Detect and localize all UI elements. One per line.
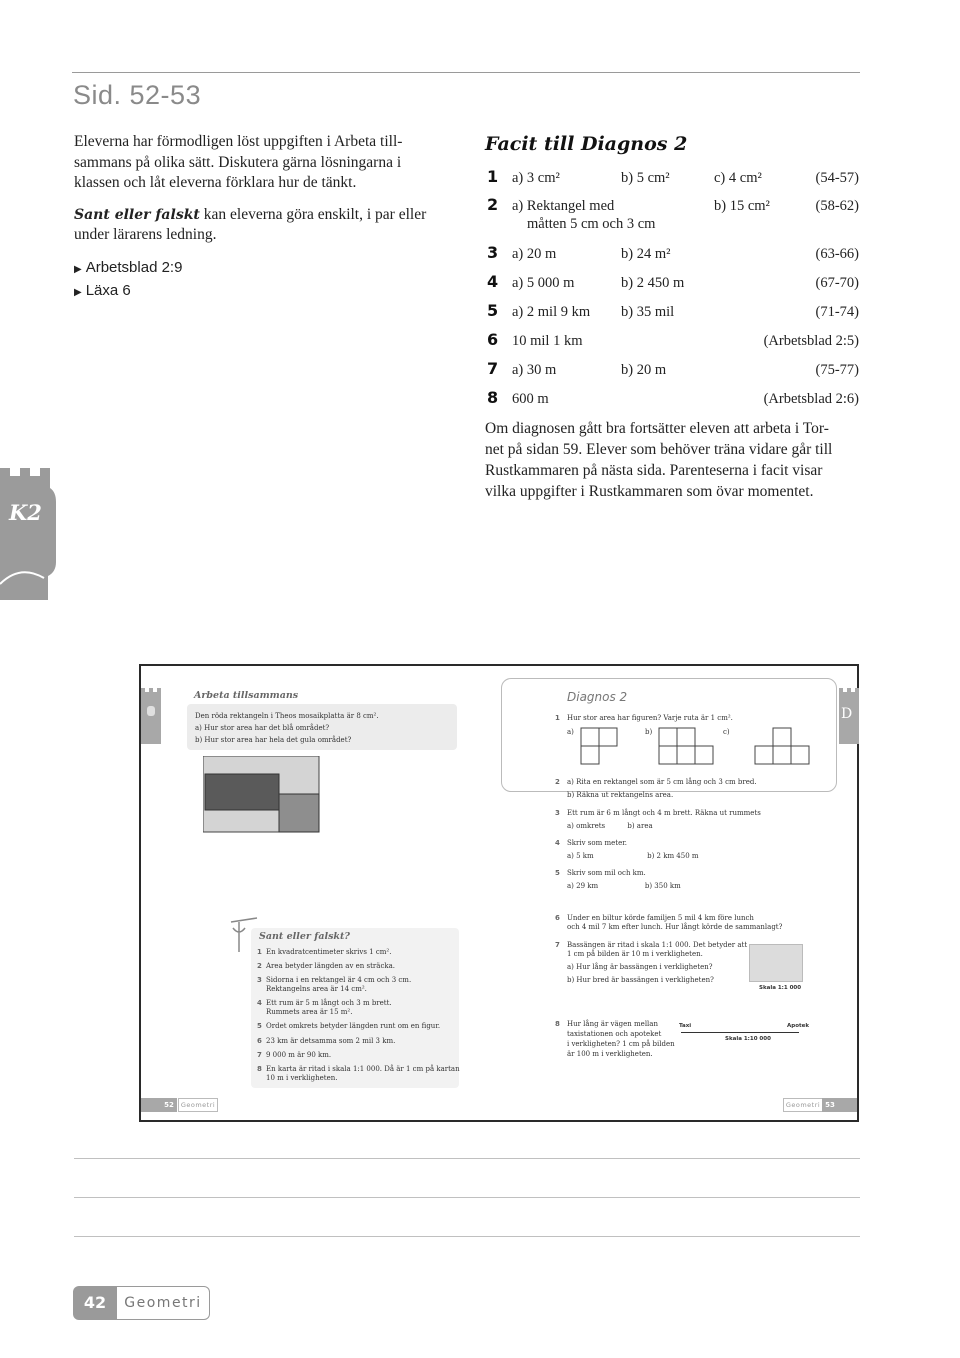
diag-line: Skriv som meter. (567, 839, 628, 847)
diag-line: 1 cm på bilden är 10 m i verkligheten. (567, 950, 703, 958)
answer-range: (63-66) (815, 246, 859, 262)
answer-row (487, 195, 859, 234)
arbeta-line: Den röda rektangeln i Theos mosaikplatta är 8 cm². (195, 712, 379, 720)
answer-row (487, 243, 859, 268)
map-taxi: Taxi (679, 1023, 692, 1029)
intro-paragraph (74, 132, 454, 194)
link-arbetsblad[interactable] (74, 257, 454, 280)
diag-q1: Hur stor area har figuren? Varje ruta är 1 cm². (567, 714, 733, 722)
answer-range: (Arbetsblad 2:6) (763, 391, 859, 407)
facit-title: Facit till Diagnos 2 (485, 133, 688, 155)
sant-lead: Sant eller falskt (74, 206, 200, 223)
pool-scale: Skala 1:1 000 (759, 985, 802, 991)
sant-item: Ordet omkrets betyder längden runt om en figur. (266, 1022, 441, 1030)
sant-num: 7 (257, 1051, 262, 1059)
intro-line: Eleverna har förmodligen löst uppgiften i Arbeta till- (74, 133, 403, 150)
answer-row (487, 301, 859, 326)
map-scale: Skala 1:10 000 (725, 1036, 771, 1042)
answer-b: b) 2 450 m (621, 275, 685, 291)
sant-item-cont: 10 m i verkligheten. (266, 1074, 338, 1082)
answer-number: 6 (487, 330, 499, 349)
right-footer-label: Geometri (783, 1098, 823, 1112)
diag-label: b) (645, 728, 653, 736)
closing-line: net på sidan 59. Elever som behöver träna vidare går till (485, 441, 833, 458)
section-label: Geometri (117, 1286, 210, 1320)
arbeta-line: a) Hur stor area har det blå området? (195, 724, 330, 732)
arbeta-title: Arbeta tillsammans (194, 690, 299, 701)
diag-line: a) omkrets b) area (567, 822, 653, 830)
answer-a-cont: måtten 5 cm och 3 cm (527, 216, 656, 232)
answer-row (487, 388, 859, 413)
diag-line: taxistationen och apoteket (567, 1030, 662, 1038)
writing-line (74, 1158, 860, 1159)
sant-num: 2 (257, 962, 262, 970)
diag-num: 4 (555, 839, 560, 847)
answer-row (487, 359, 859, 384)
top-rule (72, 72, 860, 73)
sant-paragraph (74, 205, 454, 246)
left-footer-label: Geometri (178, 1098, 218, 1112)
answer-a: a) 2 mil 9 km (512, 304, 591, 320)
diag-line: Bassängen är ritad i skala 1:1 000. Det betyder att (567, 941, 748, 949)
diag-num: 3 (555, 809, 560, 817)
intro-line: klassen och låt eleverna förklara hur de tänkt. (74, 174, 357, 191)
sant-item: En karta är ritad i skala 1:1 000. Då är 1 cm på kartan (266, 1065, 460, 1073)
sant-item: 9 000 m är 90 km. (266, 1051, 332, 1059)
answer-row (487, 272, 859, 297)
arbeta-line: b) Hur stor area har hela det gula området? (195, 736, 352, 744)
diag-line: b) Hur bred är bassängen i verkligheten? (567, 976, 714, 984)
page-number: 42 (73, 1286, 117, 1320)
writing-line (74, 1197, 860, 1198)
page-title: Sid. 52-53 (73, 80, 202, 110)
answer-number: 8 (487, 388, 499, 407)
closing-paragraph (485, 418, 863, 502)
closing-line: vilka uppgifter i Rustkammaren som övar momentet. (485, 483, 814, 500)
map-apotek: Apotek (787, 1023, 809, 1029)
answer-number: 7 (487, 359, 499, 378)
right-footer-num: 53 (822, 1098, 838, 1112)
answer-a: a) Rektangel med (512, 198, 615, 214)
diag-line: a) Rita en rektangel som är 5 cm lång och 3 cm bred. (567, 778, 757, 786)
diag-num: 5 (555, 869, 560, 877)
book-spread-thumbnail (139, 664, 859, 1122)
diag-line: och 4 mil 7 km efter lunch. Hur långt körde de sammanlagt? (567, 923, 783, 931)
answer-row (487, 330, 859, 355)
closing-line: Om diagnosen gått bra fortsätter eleven att arbeta i Tor- (485, 420, 829, 437)
tower-tab-icon (0, 468, 58, 600)
map-line (681, 1032, 799, 1033)
diag-line: är 100 m i verkligheten. (567, 1050, 653, 1058)
sant-item: Area betyder längden av en sträcka. (266, 962, 396, 970)
answer-number: 2 (487, 195, 499, 214)
answer-number: 4 (487, 272, 499, 291)
answer-a: a) 5 000 m (512, 275, 575, 291)
sant-text: under lärarens ledning. (74, 226, 217, 243)
sant-num: 8 (257, 1065, 262, 1073)
diag-line: b) Räkna ut rektangelns area. (567, 791, 674, 799)
triangle-icon: ▶ (74, 286, 82, 298)
answer-range: (71-74) (815, 304, 859, 320)
sant-num: 4 (257, 999, 262, 1007)
triangle-icon: ▶ (74, 263, 82, 275)
left-footer-num: 52 (161, 1098, 177, 1112)
diag-label: a) (567, 728, 574, 736)
diag-line: Skriv som mil och km. (567, 869, 646, 877)
corner-letter: D (841, 706, 853, 722)
diag-num: 6 (555, 914, 560, 922)
answer-number: 5 (487, 301, 499, 320)
sant-num: 6 (257, 1037, 262, 1045)
sant-item: Ett rum är 5 m långt och 3 m brett. (266, 999, 392, 1007)
answer-range: (54-57) (815, 170, 859, 186)
diag-line: Under en biltur körde familjen 5 mil 4 km före lunch (567, 914, 754, 922)
mosaic-figure (203, 756, 321, 834)
answer-a: 10 mil 1 km (512, 333, 583, 349)
answer-row (487, 167, 859, 192)
link-label: Arbetsblad 2:9 (85, 258, 183, 276)
page-folio (73, 1286, 211, 1320)
sant-num: 5 (257, 1022, 262, 1030)
sant-text: kan eleverna göra enskilt, i par eller (199, 205, 427, 223)
sant-item: En kvadratcentimeter skrivs 1 cm². (266, 948, 392, 956)
diag-num: 7 (555, 941, 560, 949)
intro-line: sammans på olika sätt. Diskutera gärna lösningarna i (74, 153, 402, 171)
answer-b: b) 35 mil (621, 304, 675, 320)
diag-line: a) 29 km b) 350 km (567, 882, 681, 890)
sant-item-cont: Rummets area är 15 m². (266, 1008, 353, 1016)
grid-figures (579, 726, 819, 766)
answer-a: 600 m (512, 391, 549, 407)
left-footer-bar (141, 1098, 161, 1112)
left-column (74, 132, 454, 303)
diag-line: a) Hur lång är bassängen i verkligheten? (567, 963, 713, 971)
diag-line: i verkligheten? 1 cm på bilden (567, 1040, 675, 1048)
closing-line: Rustkammaren på nästa sida. Parenteserna i facit visar (485, 462, 823, 479)
link-label: Läxa 6 (85, 281, 131, 299)
sant-item-cont: Rektangelns area är 14 cm². (266, 985, 367, 993)
section-tab-label: K2 (9, 500, 42, 525)
answer-number: 3 (487, 243, 499, 262)
diag-num: 8 (555, 1020, 560, 1028)
answer-b: b) 20 m (621, 362, 667, 378)
sant-item: Sidorna i en rektangel är 4 cm och 3 cm. (266, 976, 412, 984)
answer-b: b) 24 m² (621, 246, 671, 262)
answer-range: (Arbetsblad 2:5) (763, 333, 859, 349)
answer-a: a) 20 m (512, 246, 557, 262)
answer-a: a) 3 cm² (512, 170, 560, 186)
diag-line: Hur lång är vägen mellan (567, 1020, 658, 1028)
answer-number: 1 (487, 167, 499, 186)
answer-c: c) 4 cm² (714, 170, 762, 186)
answer-a: a) 30 m (512, 362, 557, 378)
answer-b: b) 5 cm² (621, 170, 670, 186)
answer-range: (67-70) (815, 275, 859, 291)
diagnos-title: Diagnos 2 (567, 690, 628, 704)
diag-label: c) (723, 728, 730, 736)
diag-num: 2 (555, 778, 560, 786)
sant-title: Sant eller falskt? (259, 931, 350, 942)
diag-num: 1 (555, 714, 560, 722)
answer-b: b) 15 cm² (714, 198, 770, 214)
answer-range: (75-77) (815, 362, 859, 378)
sant-num: 1 (257, 948, 262, 956)
sant-item: 23 km är detsamma som 2 mil 3 km. (266, 1037, 396, 1045)
pool-image (749, 944, 803, 982)
writing-line (74, 1236, 860, 1237)
diag-line: a) 5 km b) 2 km 450 m (567, 852, 699, 860)
diag-line: Ett rum är 6 m långt och 4 m brett. Räkna ut rummets (567, 809, 761, 817)
right-footer-bar (838, 1098, 857, 1112)
tower-small-icon (141, 688, 163, 748)
link-laxa[interactable] (74, 280, 454, 303)
answer-range: (58-62) (815, 198, 859, 214)
sant-num: 3 (257, 976, 262, 984)
